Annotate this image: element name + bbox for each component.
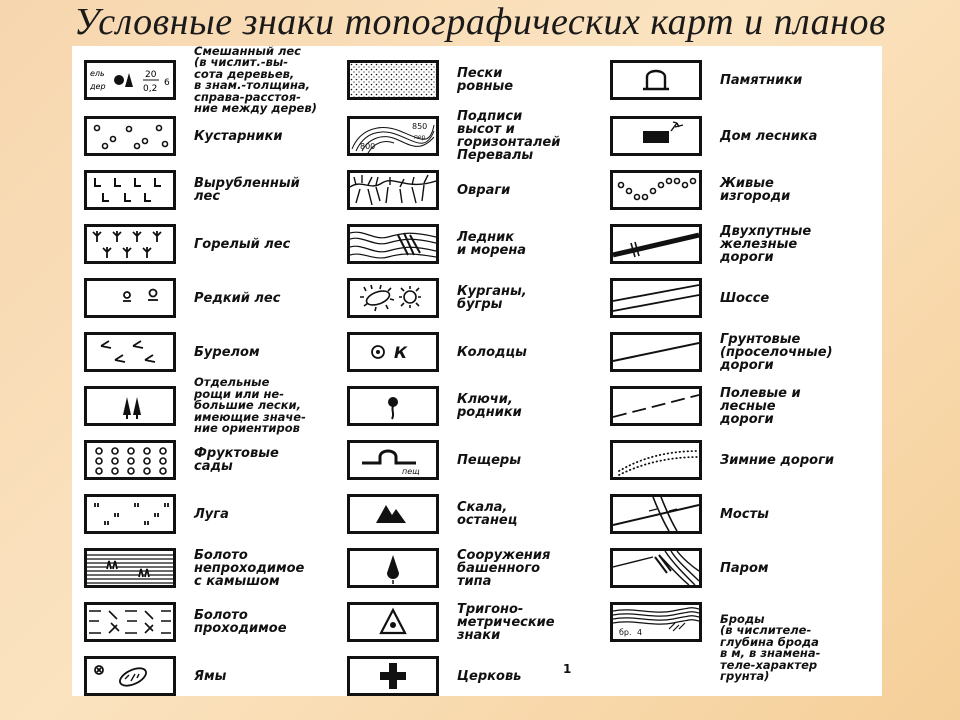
orchard-icon [84,440,176,480]
legend-label: Полевые и лесные дороги [720,385,801,427]
sym-text-el: ель [90,69,105,78]
windfall-icon [84,332,176,372]
legend-label: Колодцы [457,344,527,360]
sym-text-br: бр. [619,628,632,637]
legend-label: Овраги [457,182,511,198]
sym-text-4: 4 [637,628,643,637]
ferry-icon [610,548,702,588]
legend-label: Болото непроходимое с камышом [194,547,305,589]
legend-label: Тригоно- метрические знаки [457,601,555,643]
legend-label: Отдельные рощи или не- большие лески, имеющие значе- ние ориентиров [194,375,306,436]
sym-text-02: 0,2 [143,84,158,94]
ford-icon [610,602,702,642]
trig-point-icon [347,602,439,642]
shrubs-icon [84,116,176,156]
legend-label: Ямы [194,668,227,684]
sands-icon [347,60,439,100]
legend-label: Вырубленный лес [194,176,300,204]
meadow-icon [84,494,176,534]
sym-text-der: дер [90,82,106,91]
church-icon [347,656,439,696]
legend-label: Болото проходимое [194,608,287,636]
rock-icon [347,494,439,534]
legend-label: Мосты [720,506,769,522]
legend-label: Фруктовые сады [194,446,279,474]
contour-labels-icon [347,116,439,156]
pits-icon [84,656,176,696]
railway-icon [610,224,702,264]
legend-label: Луга [194,506,229,522]
highway-icon [610,278,702,318]
caves-icon [347,440,439,480]
sym-text-k: К [394,343,408,362]
springs-icon [347,386,439,426]
sym-text-20: 20 [145,70,157,80]
wells-icon [347,332,439,372]
bridge-icon [610,494,702,534]
sym-text-800: 800 [360,142,376,151]
ravines-icon [347,170,439,210]
legend-label: Пески ровные [457,66,514,94]
legend-label: Паром [720,560,769,576]
sym-text-6: 6 [164,78,170,88]
winter-road-icon [610,440,702,480]
forester-house-icon [610,116,702,156]
legend-label: Скала, останец [457,500,518,528]
legend-label: Броды (в числителе- глубина брода в м, в знамена- теле-характер грунта) [720,611,821,683]
legend-label: Пещеры [457,452,521,468]
legend-label: Зимние дороги [720,452,834,468]
legend-label: Горелый лес [194,236,291,252]
legend-label: Бурелом [194,344,260,360]
legend-label: Редкий лес [194,290,281,306]
legend-label: Двухпутные железные дороги [720,223,812,265]
legend-label: Церковь [457,668,522,684]
legend-label: Подписи высот и горизонталей Перевалы [457,109,561,163]
legend-label: Сооружения башенного типа [457,547,551,589]
cut-forest-icon [84,170,176,210]
burnt-forest-icon [84,224,176,264]
legend-label: Живые изгороди [720,176,791,204]
legend-label: Шоссе [720,290,770,306]
legend-label: Грунтовые (проселочные) дороги [720,331,833,373]
passable-swamp-icon [84,602,176,642]
monument-icon [610,60,702,100]
legend-label: Памятники [720,72,803,88]
mixed-forest-icon [84,60,176,100]
legend-label: Дом лесника [720,128,818,144]
page-number: 1 [563,662,572,676]
hedges-icon [610,170,702,210]
dirt-road-icon [610,332,702,372]
legend-label: Ледник и морена [457,230,527,258]
legend-label: Кустарники [194,128,283,144]
mounds-icon [347,278,439,318]
legend-label: Курганы, бугры [457,284,527,312]
sym-text-pesh: пещ [402,467,420,476]
sym-text-per: пер [414,134,426,141]
field-road-icon [610,386,702,426]
sparse-forest-icon [84,278,176,318]
legend-label: Смешанный лес (в числит.-вы- сота деревьев, в знам.-толщина, справа-расстоя- ние между дерев) [194,43,317,115]
legend-sheet [72,43,882,696]
impassable-swamp-icon [84,548,176,588]
tower-icon [347,548,439,588]
sym-text-850: 850 [412,122,428,131]
groves-icon [84,386,176,426]
page-title: Условные знаки топографических карт и планов [74,1,886,43]
glacier-icon [347,224,439,264]
legend-label: Ключи, родники [457,392,522,420]
